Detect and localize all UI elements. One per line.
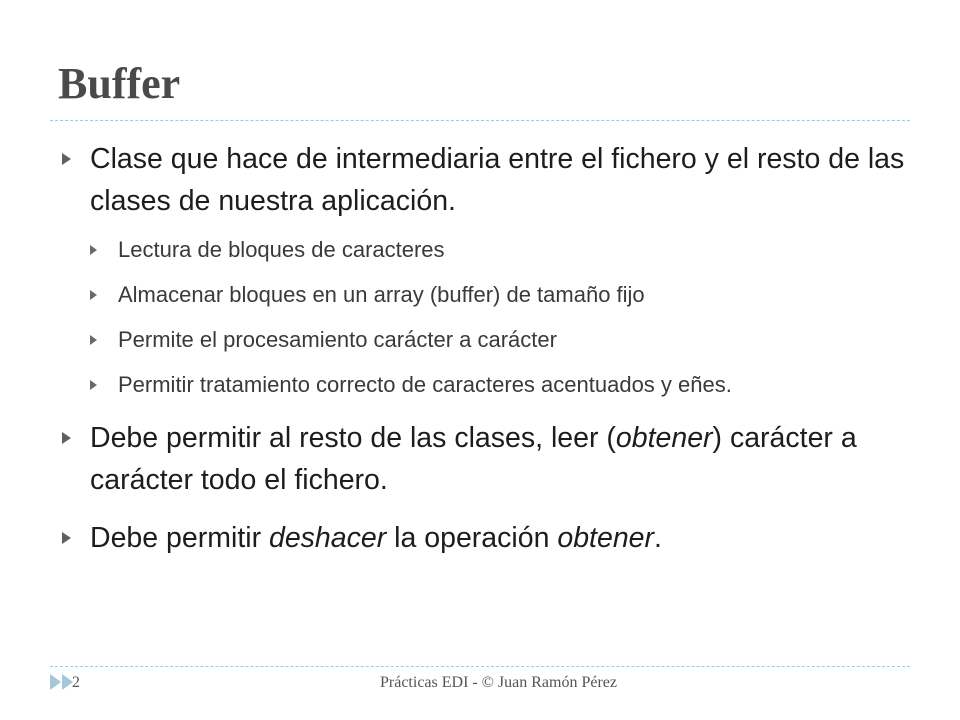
bullet-text: la operación bbox=[386, 522, 558, 554]
bullet-text: ) carácter a carácter todo el fichero. bbox=[90, 422, 857, 496]
footer-divider bbox=[50, 666, 910, 667]
bullet-arrow-icon bbox=[90, 245, 97, 255]
footer-arrow-icon bbox=[50, 674, 61, 690]
bullet-text: obtener bbox=[615, 422, 713, 454]
bullet-item bbox=[62, 517, 912, 559]
bullet-arrow-icon bbox=[62, 432, 71, 444]
bullet-item bbox=[62, 138, 912, 222]
bullet-text: deshacer bbox=[268, 522, 387, 554]
sub-bullet-list bbox=[62, 234, 912, 401]
footer-credit: Prácticas EDI - © Juan Ramón Pérez bbox=[380, 674, 617, 691]
sub-bullet-item bbox=[62, 279, 912, 311]
sub-bullet-item bbox=[62, 369, 912, 401]
sub-bullet-item bbox=[62, 324, 912, 356]
sub-bullet-text: Permitir tratamiento correcto de caracteres acentuados y eñes. bbox=[118, 372, 732, 397]
page-number: 2 bbox=[72, 674, 80, 691]
bullet-text: . bbox=[654, 522, 662, 554]
sub-bullet-text: Almacenar bloques en un array (buffer) de tamaño fijo bbox=[118, 282, 645, 307]
bullet-text: obtener bbox=[557, 522, 655, 554]
bullet-text: Debe permitir bbox=[90, 522, 269, 554]
bullet-item bbox=[62, 417, 912, 501]
sub-bullet-text: Lectura de bloques de caracteres bbox=[118, 237, 445, 262]
bullet-text: Debe permitir al resto de las clases, leer ( bbox=[90, 422, 616, 454]
sub-bullet-item bbox=[62, 234, 912, 266]
slide-title: Buffer bbox=[58, 59, 181, 108]
bullet-arrow-icon bbox=[90, 335, 97, 345]
bullet-arrow-icon bbox=[62, 153, 71, 165]
bullet-arrow-icon bbox=[90, 290, 97, 300]
bullet-list bbox=[62, 138, 912, 559]
sub-bullet-text: Permite el procesamiento carácter a carácter bbox=[118, 327, 557, 352]
bullet-arrow-icon bbox=[90, 380, 97, 390]
bullet-arrow-icon bbox=[62, 532, 71, 544]
title-divider bbox=[50, 120, 910, 121]
bullet-text: Clase que hace de intermediaria entre el fichero y el resto de las clases de nuestra aplicación. bbox=[90, 143, 905, 217]
